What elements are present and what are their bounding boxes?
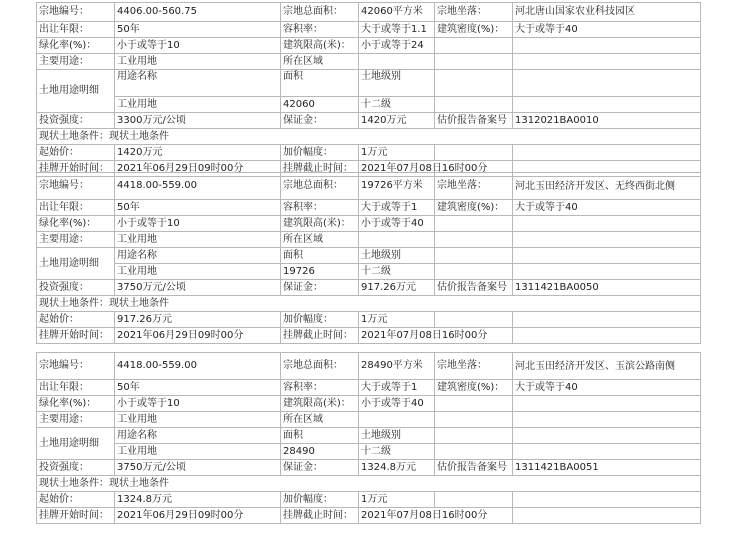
main-use-value: 工业用地	[115, 54, 281, 70]
label-plot-ratio: 容积率：	[281, 380, 359, 396]
label-density: 建筑密度(%)：	[435, 200, 513, 216]
label-density: 建筑密度(%)：	[435, 22, 513, 38]
start-price-value: 1324.8万元	[115, 492, 281, 508]
label-appraisal: 估价报告备案号	[435, 113, 513, 129]
label-main-use: 主要用途：	[37, 232, 115, 248]
condition-value: 现状土地条件	[109, 477, 169, 489]
label-increment: 加价幅度：	[281, 312, 359, 328]
label-list-start: 挂牌开始时间：	[37, 161, 115, 177]
main-use-value: 工业用地	[115, 232, 281, 248]
parcel-no-value: 4418.00-559.00	[115, 353, 281, 380]
greening-value: 小于或等于10	[115, 396, 281, 412]
parcel-table-2	[36, 172, 701, 344]
label-plot-ratio: 容积率：	[281, 200, 359, 216]
density-value: 大于或等于40	[513, 200, 701, 216]
label-main-use: 主要用途：	[37, 54, 115, 70]
label-condition: 现状土地条件：	[39, 297, 109, 309]
grade-value: 十二级	[359, 97, 435, 113]
use-type-value: 工业用地	[115, 97, 281, 113]
label-appraisal: 估价报告备案号	[435, 280, 513, 296]
label-height: 建筑限高(米)：	[281, 216, 359, 232]
area-value: 19726	[281, 264, 359, 280]
label-total-area: 宗地总面积：	[281, 173, 359, 200]
label-start-price: 起始价：	[37, 312, 115, 328]
height-value: 小于或等于40	[359, 216, 435, 232]
label-term: 出让年限：	[37, 380, 115, 396]
height-value: 小于或等于24	[359, 38, 435, 54]
parcel-no-value: 4406.00-560.75	[115, 3, 281, 22]
deposit-value: 1324.8万元	[359, 460, 435, 476]
plot-ratio-value: 大于或等于1	[359, 380, 435, 396]
appraisal-value: 1311421BA0050	[513, 280, 701, 296]
condition-value: 现状土地条件	[109, 130, 169, 142]
deposit-value: 1420万元	[359, 113, 435, 129]
label-term: 出让年限：	[37, 22, 115, 38]
label-list-end: 挂牌截止时间：	[281, 161, 359, 177]
label-greening: 绿化率(%)：	[37, 216, 115, 232]
investment-value: 3300万元/公顷	[115, 113, 281, 129]
label-total-area: 宗地总面积：	[281, 3, 359, 22]
label-deposit: 保证金：	[281, 280, 359, 296]
parcel-no-value: 4418.00-559.00	[115, 173, 281, 200]
label-location: 宗地坐落：	[435, 3, 513, 22]
label-parcel-no: 宗地编号：	[37, 3, 115, 22]
start-price-value: 917.26万元	[115, 312, 281, 328]
label-height: 建筑限高(米)：	[281, 396, 359, 412]
list-end-value: 2021年07月08日16时00分	[359, 161, 513, 177]
term-value: 50年	[115, 22, 281, 38]
label-parcel-no: 宗地编号：	[37, 353, 115, 380]
label-location: 宗地坐落：	[435, 353, 513, 380]
investment-value: 3750万元/公顷	[115, 460, 281, 476]
label-area: 面积	[281, 70, 359, 97]
use-type-value: 工业用地	[115, 444, 281, 460]
label-grade: 土地级别	[359, 428, 435, 444]
greening-value: 小于或等于10	[115, 38, 281, 54]
increment-value: 1万元	[359, 312, 435, 328]
label-grade: 土地级别	[359, 70, 435, 97]
label-deposit: 保证金：	[281, 113, 359, 129]
label-term: 出让年限：	[37, 200, 115, 216]
label-area-zone: 所在区域	[281, 232, 359, 248]
area-value: 42060	[281, 97, 359, 113]
label-condition: 现状土地条件：	[39, 477, 109, 489]
label-area: 面积	[281, 248, 359, 264]
total-area-value: 42060平方米	[359, 3, 435, 22]
location-value: 河北唐山国家农业科技园区	[513, 3, 701, 22]
label-investment: 投资强度：	[37, 280, 115, 296]
label-increment: 加价幅度：	[281, 145, 359, 161]
label-appraisal: 估价报告备案号	[435, 460, 513, 476]
label-greening: 绿化率(%)：	[37, 396, 115, 412]
label-area-zone: 所在区域	[281, 54, 359, 70]
condition-row	[37, 129, 701, 145]
increment-value: 1万元	[359, 492, 435, 508]
total-area-value: 19726平方米	[359, 173, 435, 200]
plot-ratio-value: 大于或等于1	[359, 200, 435, 216]
height-value: 小于或等于40	[359, 396, 435, 412]
label-detail: 土地用途明细	[37, 70, 115, 113]
grade-value: 十二级	[359, 444, 435, 460]
label-area: 面积	[281, 428, 359, 444]
label-density: 建筑密度(%)：	[435, 380, 513, 396]
label-use-name: 用途名称	[115, 428, 281, 444]
list-start-value: 2021年06月29日09时00分	[115, 161, 281, 177]
label-location: 宗地坐落：	[435, 173, 513, 200]
appraisal-value: 1311421BA0051	[513, 460, 701, 476]
label-investment: 投资强度：	[37, 113, 115, 129]
parcel-table-3	[36, 352, 701, 524]
label-detail: 土地用途明细	[37, 248, 115, 280]
label-area-zone: 所在区域	[281, 412, 359, 428]
list-end-value: 2021年07月08日16时00分	[359, 328, 513, 344]
density-value: 大于或等于40	[513, 380, 701, 396]
greening-value: 小于或等于10	[115, 216, 281, 232]
list-end-value: 2021年07月08日16时00分	[359, 508, 513, 524]
label-list-start: 挂牌开始时间：	[37, 328, 115, 344]
label-height: 建筑限高(米)：	[281, 38, 359, 54]
location-value: 河北玉田经济开发区、无终西街北侧	[513, 173, 701, 200]
label-investment: 投资强度：	[37, 460, 115, 476]
label-grade: 土地级别	[359, 248, 435, 264]
location-value: 河北玉田经济开发区、玉滨公路南侧	[513, 353, 701, 380]
increment-value: 1万元	[359, 145, 435, 161]
label-list-start: 挂牌开始时间：	[37, 508, 115, 524]
label-greening: 绿化率(%)：	[37, 38, 115, 54]
density-value: 大于或等于40	[513, 22, 701, 38]
parcel-table-1	[36, 2, 701, 177]
appraisal-value: 1312021BA0010	[513, 113, 701, 129]
main-use-value: 工业用地	[115, 412, 281, 428]
label-total-area: 宗地总面积：	[281, 353, 359, 380]
term-value: 50年	[115, 200, 281, 216]
label-plot-ratio: 容积率：	[281, 22, 359, 38]
label-use-name: 用途名称	[115, 248, 281, 264]
deposit-value: 917.26万元	[359, 280, 435, 296]
label-condition: 现状土地条件：	[39, 130, 109, 142]
label-increment: 加价幅度：	[281, 492, 359, 508]
term-value: 50年	[115, 380, 281, 396]
start-price-value: 1420万元	[115, 145, 281, 161]
condition-value: 现状土地条件	[109, 297, 169, 309]
total-area-value: 28490平方米	[359, 353, 435, 380]
label-deposit: 保证金：	[281, 460, 359, 476]
label-parcel-no: 宗地编号：	[37, 173, 115, 200]
grade-value: 十二级	[359, 264, 435, 280]
area-value: 28490	[281, 444, 359, 460]
plot-ratio-value: 大于或等于1.1	[359, 22, 435, 38]
label-main-use: 主要用途：	[37, 412, 115, 428]
label-detail: 土地用途明细	[37, 428, 115, 460]
label-use-name: 用途名称	[115, 70, 281, 97]
label-start-price: 起始价：	[37, 145, 115, 161]
label-list-end: 挂牌截止时间：	[281, 328, 359, 344]
use-type-value: 工业用地	[115, 264, 281, 280]
condition-row	[37, 476, 701, 492]
investment-value: 3750万元/公顷	[115, 280, 281, 296]
list-start-value: 2021年06月29日09时00分	[115, 508, 281, 524]
label-list-end: 挂牌截止时间：	[281, 508, 359, 524]
label-start-price: 起始价：	[37, 492, 115, 508]
list-start-value: 2021年06月29日09时00分	[115, 328, 281, 344]
condition-row	[37, 296, 701, 312]
